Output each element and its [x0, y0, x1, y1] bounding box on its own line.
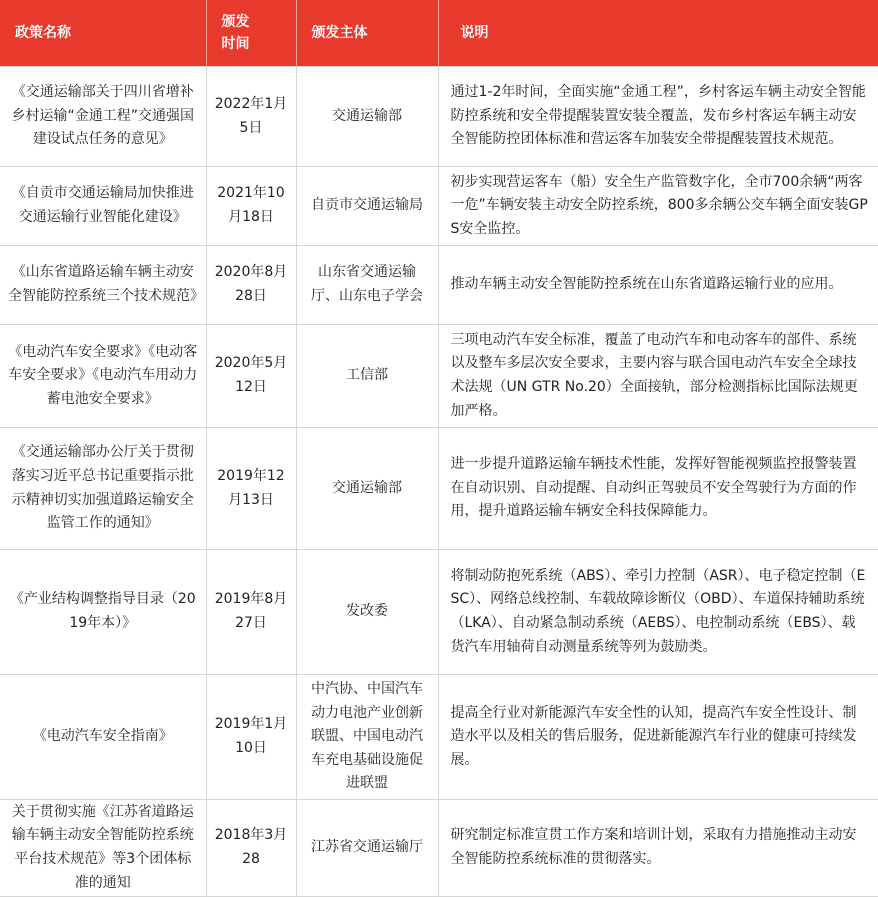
table-row	[0, 550, 878, 675]
policy-name-cell: 《电动汽车安全指南》	[0, 675, 206, 800]
header-issuer: 颁发主体	[296, 0, 438, 67]
issue-date-cell: 2018年3月28	[206, 800, 296, 897]
description-cell: 三项电动汽车安全标准，覆盖了电动汽车和电动客车的部件、系统以及整车多层次安全要求，主要内容与联合国电动汽车安全全球技术法规（UN GTR No.20）全面接轨，部分检测指标比国际法规更加严格。	[438, 325, 878, 428]
description-cell: 将制动防抱死系统（ABS）、牵引力控制（ASR）、电子稳定控制（ESC）、网络总线控制、车载故障诊断仪（OBD）、车道保持辅助系统（LKA）、自动紧急制动系统（AEBS）、电控制动系统（EBS）、载货汽车用轴荷自动测量系统等列为鼓励类。	[438, 550, 878, 675]
table-row	[0, 325, 878, 428]
issuer-cell: 自贡市交通运输局	[296, 167, 438, 246]
issue-date-cell: 2020年5月12日	[206, 325, 296, 428]
table-row	[0, 800, 878, 897]
description-cell: 通过1-2年时间，全面实施“金通工程”，乡村客运车辆主动安全智能防控系统和安全带提醒装置安装全覆盖，发布乡村客运车辆主动安全智能防控团体标准和营运客车加装安全带提醒装置技术规范。	[438, 67, 878, 167]
issue-date-cell: 2019年8月27日	[206, 550, 296, 675]
issuer-cell: 江苏省交通运输厅	[296, 800, 438, 897]
issuer-cell: 交通运输部	[296, 428, 438, 550]
table-header	[0, 0, 878, 67]
issuer-cell: 工信部	[296, 325, 438, 428]
header-policy-name: 政策名称	[0, 0, 206, 67]
policy-name-cell: 《交通运输部关于四川省增补乡村运输“金通工程”交通强国建设试点任务的意见》	[0, 67, 206, 167]
issuer-cell: 山东省交通运输厅、山东电子学会	[296, 246, 438, 325]
table-body	[0, 67, 878, 897]
description-cell: 推动车辆主动安全智能防控系统在山东省道路运输行业的应用。	[438, 246, 878, 325]
issuer-cell: 交通运输部	[296, 67, 438, 167]
issuer-cell: 中汽协、中国汽车动力电池产业创新联盟、中国电动汽车充电基础设施促进联盟	[296, 675, 438, 800]
issue-date-cell: 2019年12月13日	[206, 428, 296, 550]
policy-name-cell: 《电动汽车安全要求》《电动客车安全要求》《电动汽车用动力蓄电池安全要求》	[0, 325, 206, 428]
policy-name-cell: 《自贡市交通运输局加快推进交通运输行业智能化建设》	[0, 167, 206, 246]
issue-date-cell: 2019年1月10日	[206, 675, 296, 800]
issue-date-cell: 2020年8月28日	[206, 246, 296, 325]
policy-name-cell: 《交通运输部办公厅关于贯彻落实习近平总书记重要指示批示精神切实加强道路运输安全监管工作的通知》	[0, 428, 206, 550]
issue-date-cell: 2021年10月18日	[206, 167, 296, 246]
table-row	[0, 428, 878, 550]
table-row	[0, 675, 878, 800]
table-row	[0, 67, 878, 167]
description-cell: 研究制定标准宣贯工作方案和培训计划，采取有力措施推动主动安全智能防控系统标准的贯彻落实。	[438, 800, 878, 897]
table-row	[0, 167, 878, 246]
policy-name-cell: 《产业结构调整指导目录（2019年本）》	[0, 550, 206, 675]
policy-name-cell: 关于贯彻实施《江苏省道路运输车辆主动安全智能防控系统平台技术规范》等3个团体标准的通知	[0, 800, 206, 897]
description-cell: 进一步提升道路运输车辆技术性能，发挥好智能视频监控报警装置在自动识别、自动提醒、自动纠正驾驶员不安全驾驶行为方面的作用，提升道路运输车辆安全科技保障能力。	[438, 428, 878, 550]
issuer-cell: 发改委	[296, 550, 438, 675]
policy-name-cell: 《山东省道路运输车辆主动安全智能防控系统三个技术规范》	[0, 246, 206, 325]
table-row	[0, 246, 878, 325]
header-issue-date: 颁发时间	[206, 0, 296, 67]
issue-date-cell: 2022年1月5日	[206, 67, 296, 167]
header-description: 说明	[438, 0, 878, 67]
description-cell: 提高全行业对新能源汽车安全性的认知，提高汽车安全性设计、制造水平以及相关的售后服务，促进新能源汽车行业的健康可持续发展。	[438, 675, 878, 800]
description-cell: 初步实现营运客车（船）安全生产监管数字化，全市700余辆“两客一危”车辆安装主动安全防控系统，800多余辆公交车辆全面安装GPS安全监控。	[438, 167, 878, 246]
header-row	[0, 0, 878, 67]
